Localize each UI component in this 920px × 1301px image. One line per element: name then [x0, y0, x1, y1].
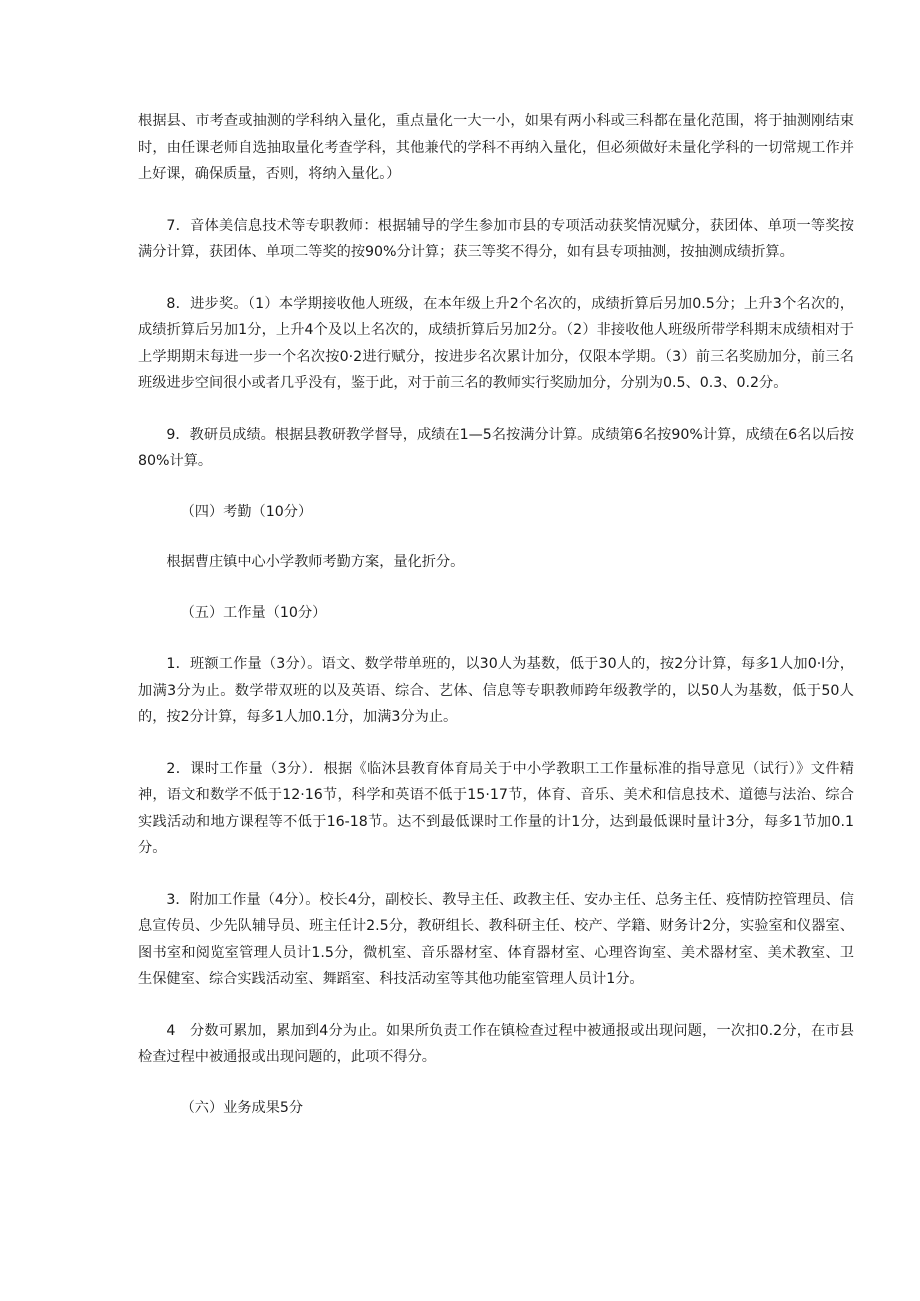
paragraph-workload-3: 3．附加工作量（4分）。校长4分，副校长、教导主任、政教主任、安办主任、总务主任、疫情防控管理员、信息宣传员、少先队辅导员、班主任计2.5分，教研组长、教科研主任、校产、学籍、财务计2分，实验室和仪器室、图书室和阅览室管理人员计1.5分，微机室、音乐器材室、体育器材室、心理咨询室、美术器材室、美术教室、卫生保健室、综合实践活动室、舞蹈室、科技活动室等其他功能室管理人员计1分。 — [138, 891, 854, 987]
paragraph-attendance: 根据曹庄镇中心小学教师考勤方案，量化折分。 — [166, 554, 465, 570]
paragraph-workload-2: 2．课时工作量（3分）．根据《临沐县教育体育局关于中小学教职工工作量标准的指导意见（试行）》文件精神，语文和数学不低于12·16节，科学和英语不低于15·17节，体育、音乐、美术和信息技术、道德与法治、综合实践活动和地方课程等不低于16-18节。达不到最低课时工作量的计1分，达到最低课时量计3分，每多1节加0.1分。 — [138, 760, 854, 856]
paragraph-item-9: 9．教研员成绩。根据县教研教学督导，成绩在1—5名按满分计算。成绩第6名按90%计算，成绩在6名以后按80%计算。 — [138, 426, 854, 469]
paragraph-workload-4: 4 分数可累加，累加到4分为止。如果所负责工作在镇检查过程中被通报或出现问题，一次扣0.2分，在市县检查过程中被通报或出现问题的，此项不得分。 — [138, 1022, 854, 1065]
section-heading-attendance: （四）考勤（10分） — [180, 503, 313, 520]
section-heading-workload: （五）工作量（10分） — [180, 604, 327, 621]
section-heading-business-results: （六）业务成果5分 — [180, 1099, 304, 1116]
paragraph-workload-1: 1．班额工作量（3分）。语文、数学带单班的，以30人为基数，低于30人的，按2分计算，每多1人加0·l分，加满3分为止。数学带双班的以及英语、综合、艺体、信息等专职教师跨年级教学的，以50人为基数，低于50人的，按2分计算，每多1人加0.1分，加满3分为止。 — [138, 656, 854, 725]
document-page — [138, 108, 854, 1121]
paragraph-item-8: 8．进步奖。（1）本学期接收他人班级，在本年级上升2个名次的，成绩折算后另加0.5分；上升3个名次的，成绩折算后另加1分，上升4个及以上名次的，成绩折算后另加2分。（2）非接收他人班级所带学科期末成绩相对于上学期期末每进一步一个名次按0·2进行赋分，按进步名次累计加分，仅限本学期。（3）前三名奖励加分，前三名班级进步空间很小或者几乎没有，鉴于此，对于前三名的教师实行奖励加分，分别为0.5、0.3、0.2分。 — [138, 295, 854, 391]
paragraph-item-7: 7．音体美信息技术等专职教师：根据辅导的学生参加市县的专项活动获奖情况赋分，获团体、单项一等奖按满分计算，获团体、单项二等奖的按90%分计算；获三等奖不得分，如有县专项抽测，按抽测成绩折算。 — [138, 217, 854, 260]
paragraph-quantification-rules: 根据县、市考查或抽测的学科纳入量化，重点量化一大一小，如果有两小科或三科都在量化范围，将于抽测刚结束时，由任课老师自选抽取量化考查学科，其他兼代的学科不再纳入量化，但必须做好未量化学科的一切常规工作并上好课，确保质量，否则，将纳入量化。） — [138, 113, 854, 182]
